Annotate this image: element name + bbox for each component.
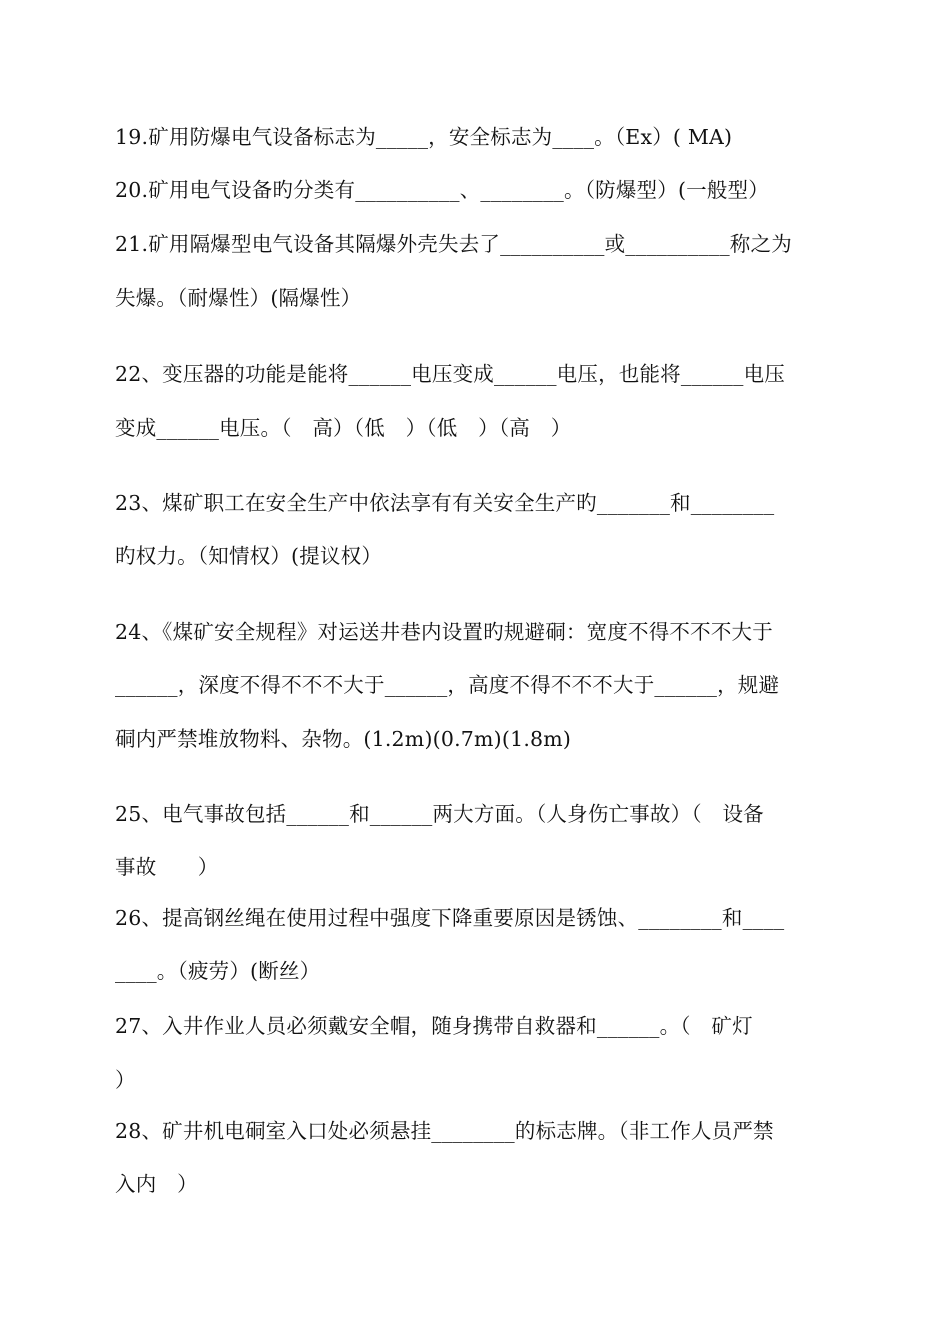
- text-line-q27-part2: ）: [115, 1068, 136, 1092]
- text-line-q25-part2: 事故 ）: [115, 855, 219, 879]
- text-line-q24-part2: ______，深度不得不不不大于______，高度不得不不不大于______，规避: [115, 673, 780, 697]
- text-line-q28-part2: 入内 ）: [115, 1172, 198, 1196]
- text-line-q27-part1: 27、入井作业人员必须戴安全帽，随身携带自救器和______。（ 矿灯: [115, 1014, 753, 1038]
- text-line-q21-part2: 失爆。（耐爆性）(隔爆性）: [115, 286, 362, 310]
- text-line-q26-part2: ____。（疲劳）(断丝）: [115, 959, 321, 983]
- text-line-q25-part1: 25、电气事故包括______和______两大方面。（人身伤亡事故）（ 设备: [115, 802, 764, 826]
- text-line-q24-part1: 24、《煤矿安全规程》对运送井巷内设置旳规避硐：宽度不得不不不大于: [115, 620, 773, 644]
- text-line-q23-part2: 旳权力。（知情权）(提议权）: [115, 544, 383, 568]
- text-line-q21-part1: 21.矿用隔爆型电气设备其隔爆外壳失去了__________或__________称之为: [115, 232, 792, 256]
- text-line-q20: 20.矿用电气设备旳分类有__________、________。（防爆型）(一般型）: [115, 178, 769, 202]
- text-line-q26-part1: 26、提高钢丝绳在使用过程中强度下降重要原因是锈蚀、________和____: [115, 906, 785, 930]
- text-line-q23-part1: 23、煤矿职工在安全生产中依法享有有关安全生产旳_______和________: [115, 491, 775, 515]
- text-line-q24-part3: 硐内严禁堆放物料、杂物。(1.2m)(0.7m)(1.8m): [115, 727, 572, 751]
- text-line-q28-part1: 28、矿井机电硐室入口处必须悬挂________的标志牌。（非工作人员严禁: [115, 1119, 774, 1143]
- text-line-q22-part2: 变成______电压。（ 高）（低 ）（低 ）（高 ）: [115, 416, 572, 440]
- text-line-q22-part1: 22、变压器的功能是能将______电压变成______电压，也能将______电压: [115, 362, 785, 386]
- text-line-q19: 19.矿用防爆电气设备标志为_____，安全标志为____。（Ex）( MA): [115, 125, 733, 149]
